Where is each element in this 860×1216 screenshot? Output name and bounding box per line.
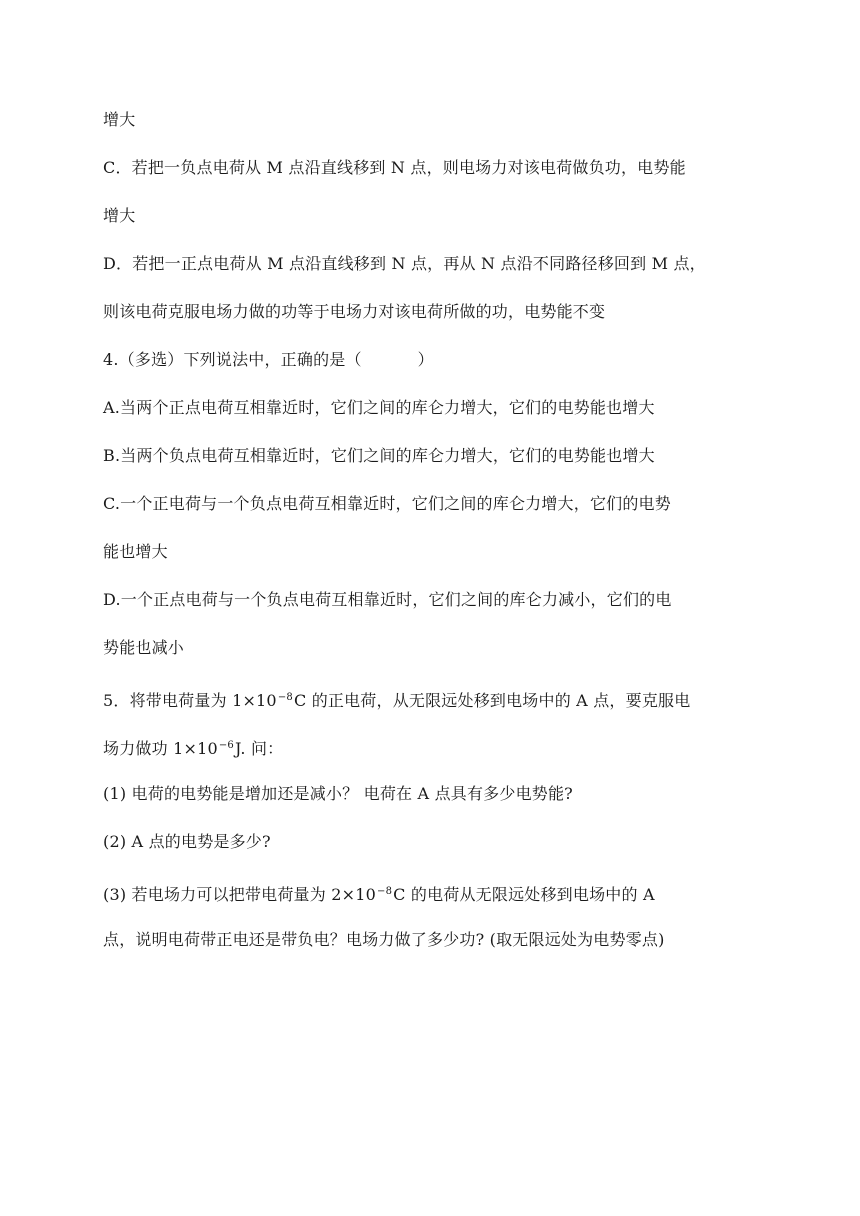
exponent: −8: [277, 692, 293, 703]
text-span: J. 问：: [235, 739, 284, 758]
text-span: C 的电荷从无限远处移到电场中的 A: [393, 885, 655, 904]
text-line: 则该电荷克服电场力做的功等于电场力对该电荷所做的功，电势能不变: [103, 302, 606, 321]
sub-question-2: (2) A 点的电势是多少?: [103, 832, 271, 851]
option-d: D.一个正点电荷与一个负点电荷互相靠近时，它们之间的库仑力减小，它们的电: [103, 590, 672, 609]
option-c: C.一个正电荷与一个负点电荷互相靠近时，它们之间的库仑力增大，它们的电势: [103, 494, 671, 513]
option-a: A.当两个正点电荷互相靠近时，它们之间的库仑力增大，它们的电势能也增大: [103, 398, 655, 417]
text-line: 点，说明电荷带正电还是带负电？电场力做了多少功? (取无限远处为电势零点): [103, 930, 665, 949]
question-4-close: ）: [417, 350, 434, 369]
text-span: (3) 若电场力可以把带电荷量为 2×10: [103, 885, 376, 904]
text-span: C 的正电荷，从无限远处移到电场中的 A 点，要克服电: [293, 691, 691, 710]
exponent: −8: [376, 886, 393, 897]
option-b: B.当两个负点电荷互相靠近时，它们之间的库仑力增大，它们的电势能也增大: [103, 446, 655, 465]
text-span: 5．将带电荷量为 1×10: [103, 691, 277, 710]
question-5: [103, 688, 690, 711]
option-d: D．若把一正点电荷从 M 点沿直线移到 N 点，再从 N 点沿不同路径移回到 M 点，: [103, 254, 706, 273]
text-line: 势能也减小: [103, 638, 185, 657]
sub-question-3: [103, 882, 655, 905]
text-line: 增大: [103, 110, 136, 129]
exponent: −6: [218, 740, 234, 751]
text-line: 能也增大: [103, 542, 168, 561]
text-span: 场力做功 1×10: [103, 739, 218, 758]
text-line: 增大: [103, 206, 136, 225]
question-4-stem: 4.（多选）下列说法中，正确的是（: [103, 350, 362, 369]
option-c: C．若把一负点电荷从 M 点沿直线移到 N 点，则电场力对该电荷做负功，电势能: [103, 158, 686, 177]
text-line: [103, 736, 283, 759]
question-4: [103, 350, 434, 370]
sub-question-1: (1) 电荷的电势能是增加还是减小？ 电荷在 A 点具有多少电势能?: [103, 784, 573, 803]
